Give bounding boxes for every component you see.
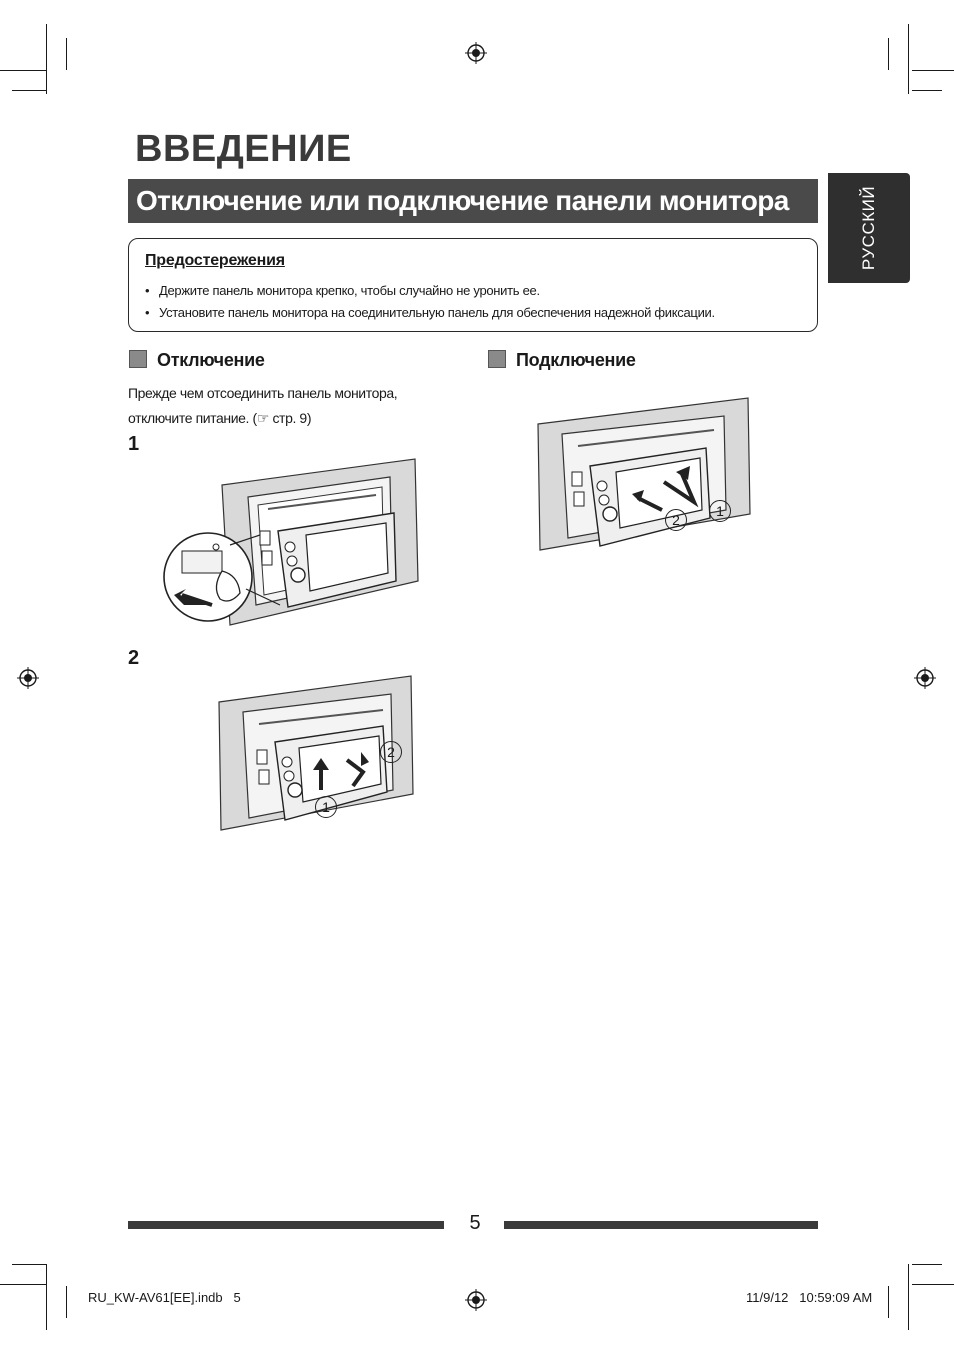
- page-reference-icon: ☞: [256, 410, 269, 426]
- registration-mark-icon: [914, 667, 936, 689]
- section-square-icon: [488, 350, 506, 368]
- print-timestamp: 11/9/12 10:59:09 AM: [746, 1290, 873, 1305]
- detach-heading: [129, 350, 265, 371]
- page-number: 5: [469, 1212, 481, 1234]
- file-label: RU_KW-AV61[EE].indb 5: [88, 1290, 241, 1305]
- caution-item: • Держите панель монитора крепко, чтобы случайно не уронить ее.: [145, 280, 715, 302]
- registration-mark-icon: [17, 667, 39, 689]
- detach-text-line2: отключите питание. (☞ стр. 9): [128, 410, 312, 426]
- caution-title: Предостережения: [145, 252, 285, 269]
- detach-step1-illustration: [160, 455, 422, 633]
- attach-illustration: [534, 394, 754, 554]
- caution-list: [145, 280, 715, 324]
- caution-item: • Установите панель монитора на соединительную панель для обеспечения надежной фиксации.: [145, 302, 715, 324]
- caution-box: [128, 238, 818, 332]
- detach-instructions: [128, 381, 428, 431]
- attach-heading: [488, 350, 636, 371]
- detach-heading-label: Отключение: [157, 350, 265, 370]
- step-number: 1: [128, 433, 140, 455]
- language-tab: [828, 173, 910, 283]
- detach-text-line1: Прежде чем отсоединить панель монитора,: [128, 385, 398, 401]
- registration-mark-icon: [465, 1289, 487, 1311]
- footer-rule-right: [504, 1221, 818, 1229]
- page-title: ВВЕДЕНИЕ: [135, 128, 352, 170]
- callout-number: 1: [315, 796, 337, 818]
- callout-number: 1: [709, 500, 731, 522]
- section-square-icon: [129, 350, 147, 368]
- footer-rule-left: [128, 1221, 444, 1229]
- attach-heading-label: Подключение: [516, 350, 636, 370]
- callout-number: 2: [665, 509, 687, 531]
- callout-number: 2: [380, 741, 402, 763]
- section-title-bar: Отключение или подключение панели монитора: [128, 179, 818, 223]
- registration-mark-icon: [465, 42, 487, 64]
- language-tab-label: РУССКИЙ: [859, 185, 878, 271]
- step-number: 2: [128, 647, 140, 669]
